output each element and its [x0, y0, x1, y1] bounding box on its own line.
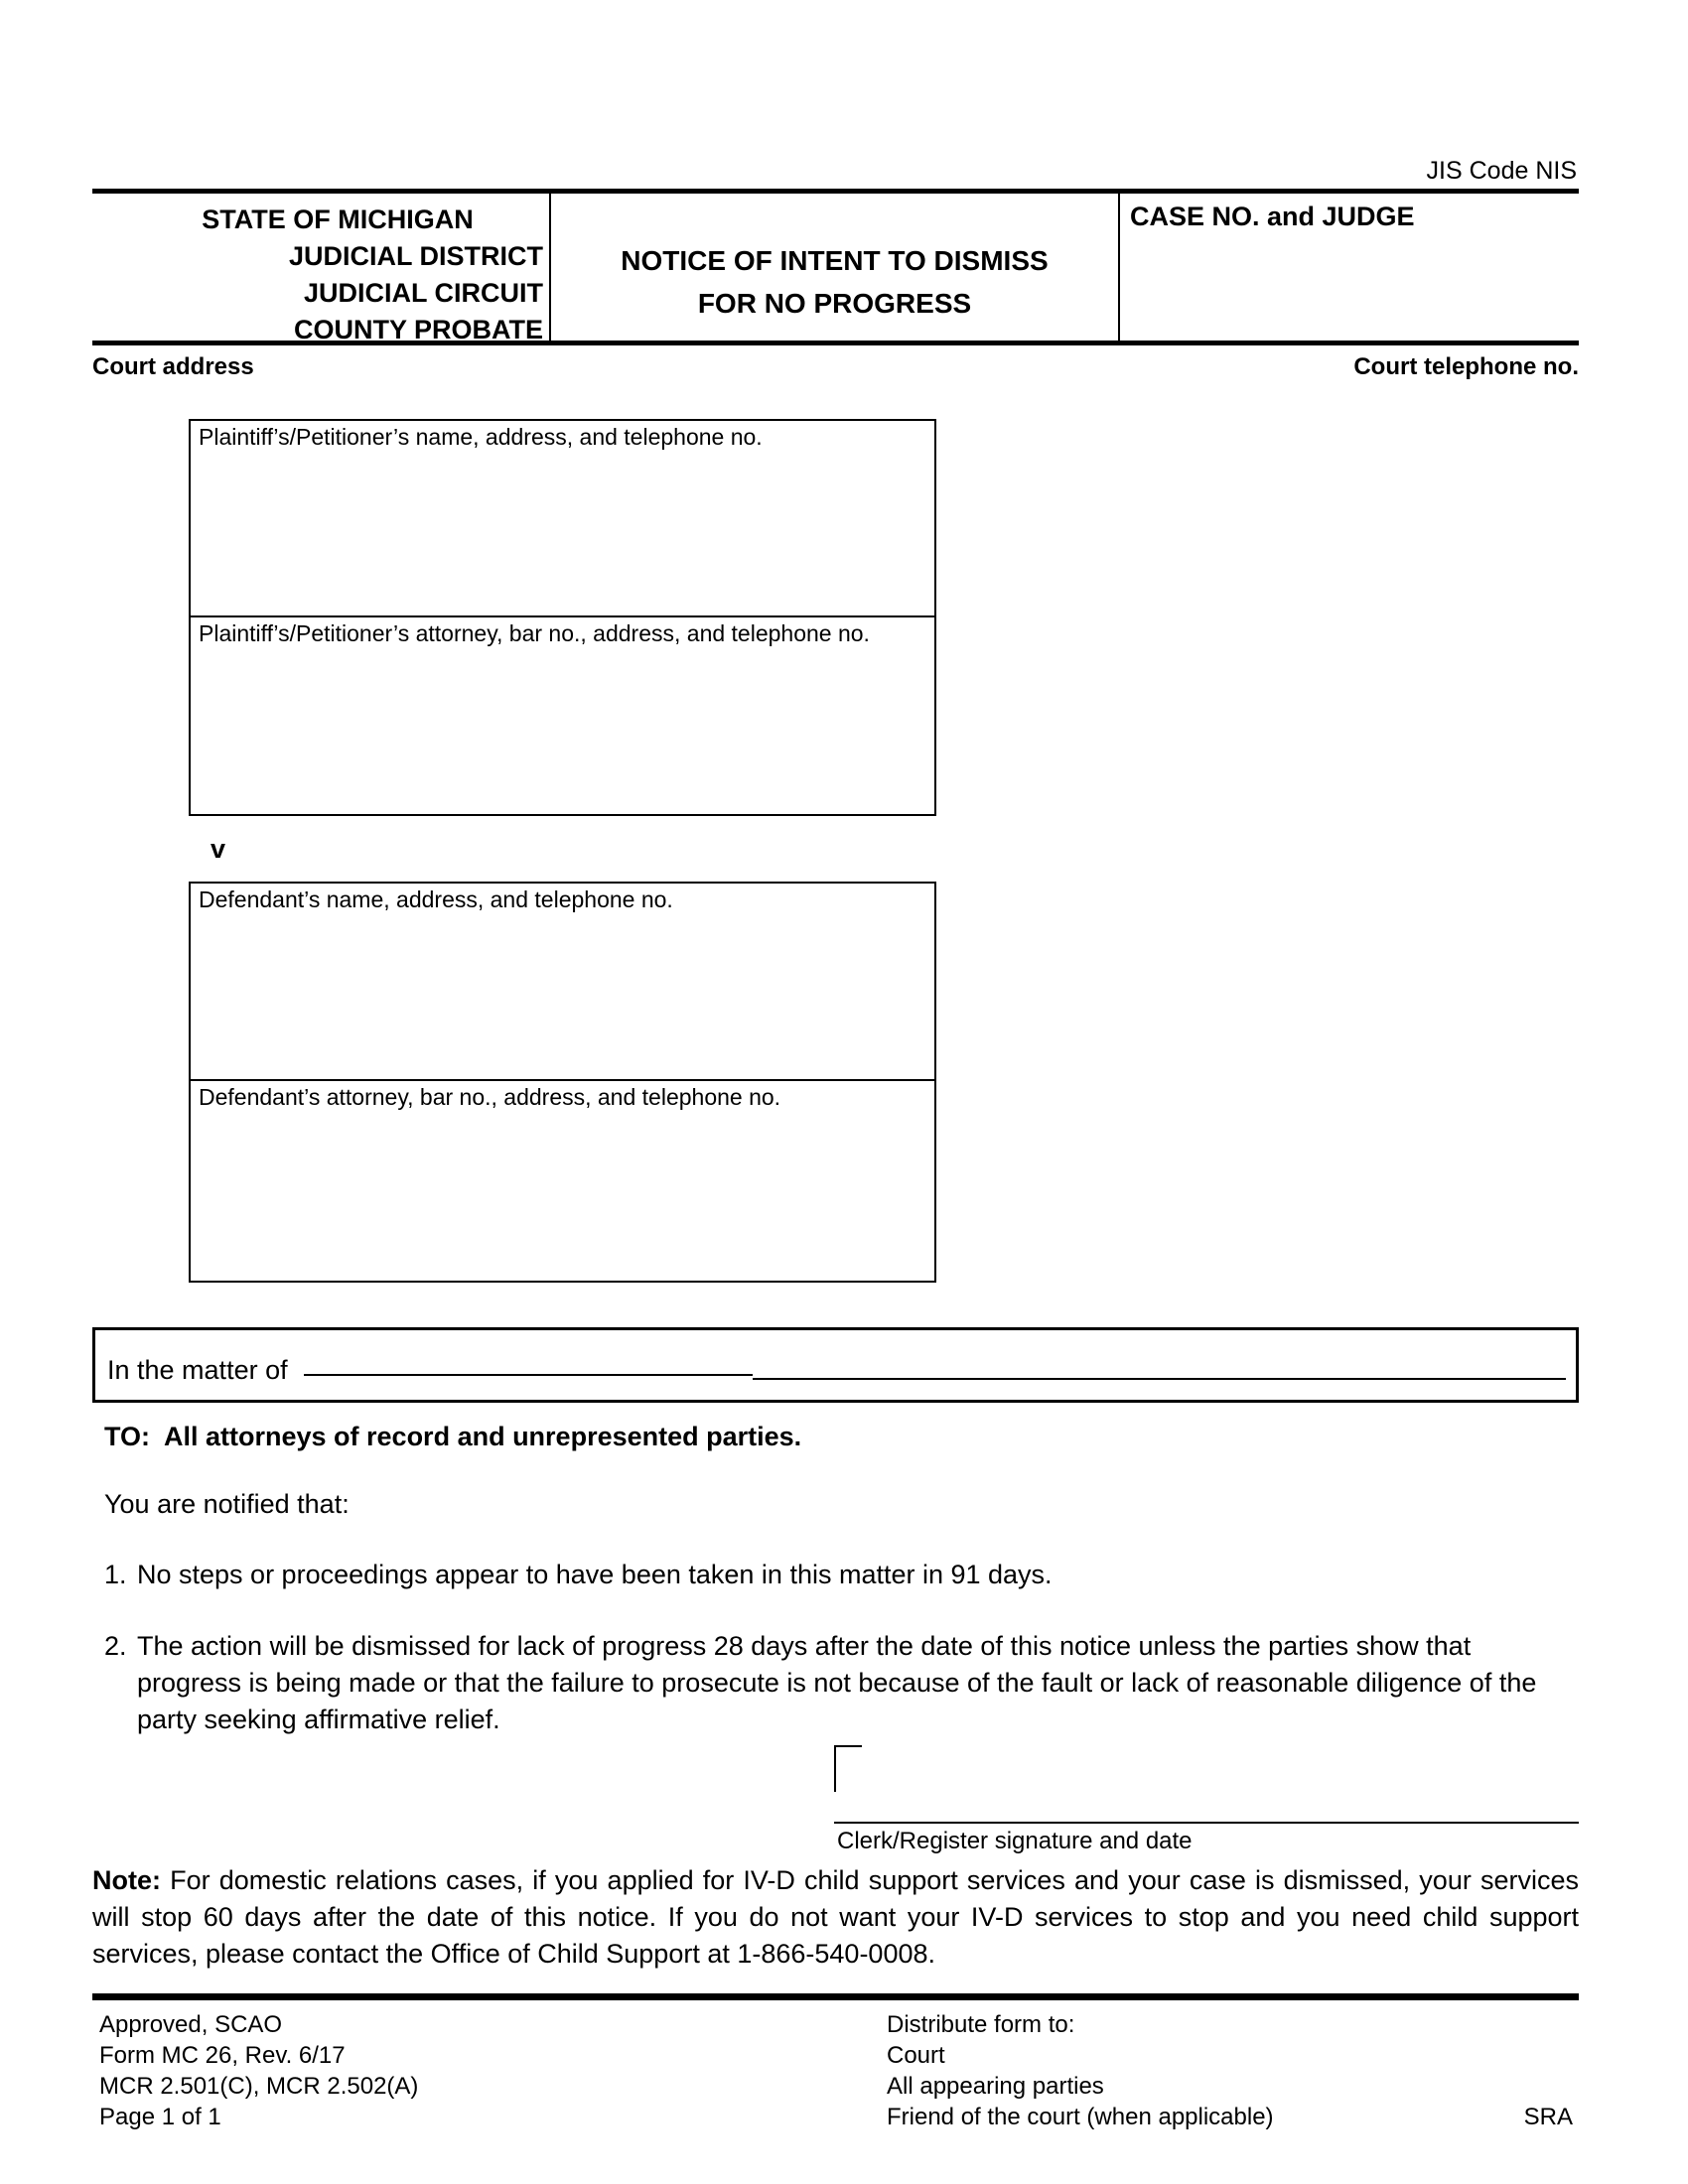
form-title-line2: FOR NO PROGRESS — [697, 288, 972, 319]
plaintiff-attorney-field[interactable] — [191, 617, 934, 814]
versus-label: v — [211, 834, 226, 864]
defendant-name-label: Defendant’s name, address, and telephone no. — [199, 887, 673, 912]
footer-distribute-foc: Friend of the court (when applicable) — [887, 2104, 1274, 2130]
form-title-line1: NOTICE OF INTENT TO DISMISS — [621, 245, 1049, 276]
footer-form-number: Form MC 26, Rev. 6/17 — [99, 2042, 346, 2069]
jis-code-label: JIS Code NIS — [1426, 157, 1577, 185]
defendant-name-field[interactable] — [191, 884, 934, 1081]
footer-distribute-court: Court — [887, 2042, 945, 2069]
plaintiff-box — [189, 419, 936, 816]
header-table — [92, 189, 1579, 345]
to-text: All attorneys of record and unrepresented parties. — [164, 1422, 802, 1451]
note-bold-label: Note: — [92, 1865, 161, 1895]
in-the-matter-of-box — [92, 1327, 1579, 1403]
judicial-circuit-label: JUDICIAL CIRCUIT — [303, 278, 543, 308]
plaintiff-attorney-label: Plaintiff’s/Petitioner’s attorney, bar no., address, and telephone no. — [199, 620, 870, 646]
in-the-matter-of-label: In the matter of — [107, 1355, 288, 1385]
matter-fill-line-1[interactable] — [304, 1374, 753, 1376]
list-item-2 — [104, 1628, 1579, 1738]
to-line — [104, 1422, 801, 1452]
court-address-label: Court address — [92, 353, 254, 380]
plaintiff-name-label: Plaintiff’s/Petitioner’s name, address, and telephone no. — [199, 424, 763, 450]
defendant-attorney-field[interactable] — [191, 1081, 934, 1279]
defendant-attorney-label: Defendant’s attorney, bar no., address, and telephone no. — [199, 1084, 781, 1110]
note-paragraph — [92, 1862, 1579, 1973]
clerk-signature-label: Clerk/Register signature and date — [837, 1828, 1193, 1854]
judicial-district-label: JUDICIAL DISTRICT — [288, 241, 543, 271]
footer-page-number: Page 1 of 1 — [99, 2104, 221, 2130]
form-title — [549, 194, 1120, 341]
seal-corner-mark — [834, 1745, 862, 1792]
item-1-number: 1. — [104, 1560, 127, 1589]
plaintiff-name-field[interactable] — [191, 421, 934, 617]
item-2-text: The action will be dismissed for lack of progress 28 days after the date of this notice unless the parties show that progress is being made or that the failure to prosecute is not because of the fault or lack of reasonable diligence of the party seeking affirmative relief. — [137, 1631, 1537, 1734]
county-probate-label: COUNTY PROBATE — [293, 315, 543, 344]
case-number-cell[interactable] — [1120, 194, 1579, 341]
list-item-1 — [104, 1557, 1053, 1593]
footer-mcr-citations: MCR 2.501(C), MCR 2.502(A) — [99, 2073, 419, 2100]
item-2-number: 2. — [104, 1631, 127, 1661]
defendant-box — [189, 882, 936, 1283]
note-text: For domestic relations cases, if you applied for IV-D child support services and your case is dismissed, your services will stop 60 days after the date of this notice. If you do not want your IV-D services to stop and you need child support services, please contact the Office of Child Support at 1-866-540-0008. — [92, 1865, 1579, 1969]
clerk-signature-line[interactable] — [834, 1822, 1579, 1824]
matter-fill-line-2[interactable] — [753, 1378, 1566, 1380]
notified-line: You are notified that: — [104, 1489, 350, 1519]
footer-approved-scao: Approved, SCAO — [99, 2011, 283, 2038]
footer-distribution-block — [887, 2009, 1274, 2132]
item-1-text: No steps or proceedings appear to have been taken in this matter in 91 days. — [137, 1560, 1053, 1589]
footer-sra-label: SRA — [1523, 2104, 1573, 2130]
state-of-michigan-label: STATE OF MICHIGAN — [202, 205, 474, 234]
footer — [92, 2009, 1579, 2138]
footer-divider — [92, 1993, 1579, 2000]
court-name-cell[interactable] — [92, 194, 549, 344]
court-contact-row — [92, 353, 1579, 381]
court-telephone-label: Court telephone no. — [1353, 353, 1579, 380]
footer-approval-block — [99, 2009, 418, 2132]
footer-distribute-title: Distribute form to: — [887, 2011, 1075, 2038]
case-number-label: CASE NO. and JUDGE — [1130, 202, 1415, 231]
to-label: TO: — [104, 1422, 150, 1451]
footer-distribute-parties: All appearing parties — [887, 2073, 1104, 2100]
